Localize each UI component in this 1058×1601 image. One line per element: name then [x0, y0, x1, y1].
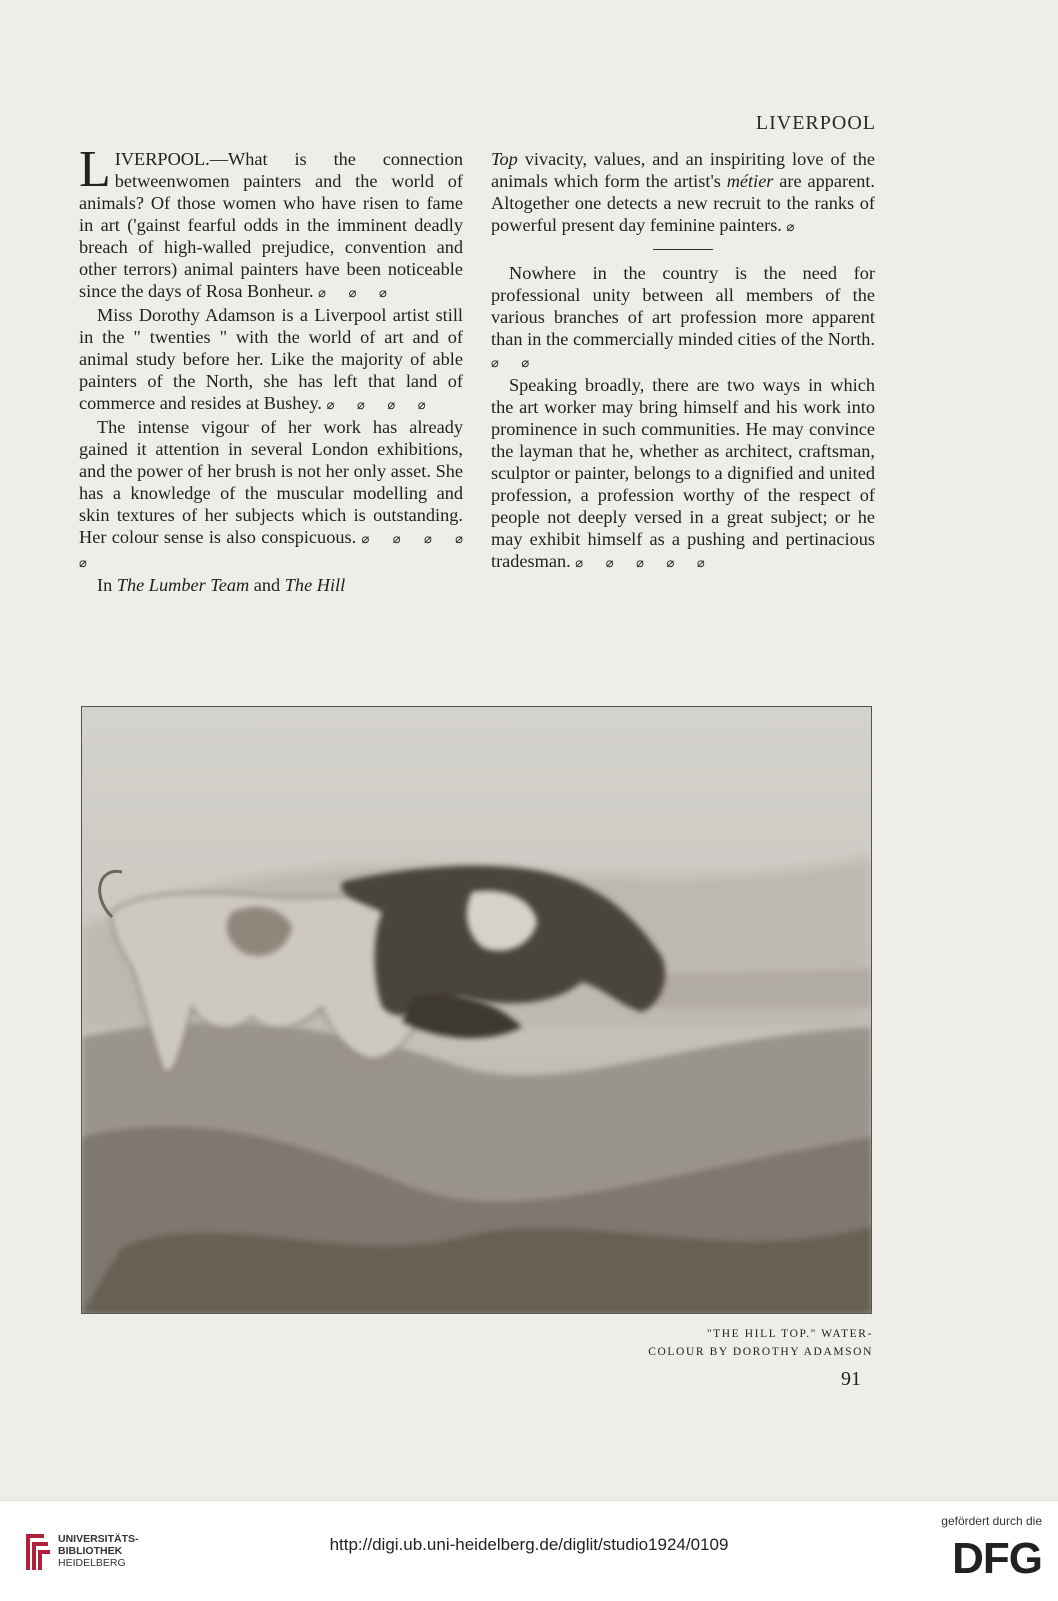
unity-text: Nowhere in the country is the need for professional unity between all members of the various branches of art profession more apparent than in the commercially minded cities of the North.	[491, 263, 875, 349]
leaf-ornament-icon: ⌀	[361, 531, 370, 546]
paragraph-continuation	[491, 148, 875, 238]
leaf-ornament-icon: ⌀	[387, 397, 396, 412]
vigour-text: The intense vigour of her work has already gained it attention in several London exhibitions, and the power of her brush is not her only asset. She has a knowledge of the muscular modelling and skin textures of her subjects which is outstanding. Her colour sense is also conspicuous.	[79, 417, 463, 547]
paragraph-unity	[491, 262, 875, 374]
paragraph-intro	[79, 141, 463, 304]
leaf-ornament-icon: ⌀	[417, 397, 426, 412]
ornament-group	[575, 551, 704, 571]
paragraph-two-ways	[491, 374, 875, 574]
leaf-ornament-icon: ⌀	[326, 397, 335, 412]
works-text: In	[97, 575, 113, 595]
ornament-group	[327, 393, 426, 413]
leaf-ornament-icon: ⌀	[575, 555, 584, 570]
leaf-ornament-icon: ⌀	[605, 555, 614, 570]
leaf-ornament-icon: ⌀	[491, 355, 499, 370]
ornament-group	[491, 351, 529, 371]
ornament-group	[318, 281, 387, 301]
paragraph-vigour	[79, 416, 463, 574]
paragraph-works	[79, 574, 463, 596]
work-title: Top	[491, 149, 518, 169]
leaf-ornament-icon: ⌀	[318, 285, 326, 300]
sponsor-label: gefördert durch die	[941, 1514, 1042, 1528]
leaf-ornament-icon: ⌀	[521, 355, 530, 370]
works-text: and	[253, 575, 281, 595]
intro-text: IVERPOOL.—What is the connection betweenwomen painters and the world of animals? Of those women who have risen to fame in art ('gainst fearful odds in the imminent deadly breach of high-walled prejudice, convention and other terrors) animal painters have been noticeable since the days of Rosa Bonheur.	[79, 149, 463, 301]
paragraph-adamson	[79, 304, 463, 416]
leaf-ornament-icon: ⌀	[786, 219, 795, 234]
library-name-line: HEIDELBERG	[58, 1557, 126, 1569]
drop-cap: L	[79, 141, 111, 198]
left-column	[79, 141, 463, 596]
library-name-line: BIBLIOTHEK	[58, 1545, 123, 1557]
leaf-ornament-icon: ⌀	[423, 531, 432, 546]
leaf-ornament-icon: ⌀	[666, 555, 675, 570]
watercolour-cows-image	[82, 707, 871, 1313]
continuation-text: vivacity, values, and an inspiriting love of the animals which form the artist's	[491, 149, 875, 191]
library-name-line: UNIVERSITÄTS-	[58, 1533, 139, 1545]
ornament-group	[786, 215, 794, 235]
right-column	[491, 148, 875, 574]
two-ways-text: Speaking broadly, there are two ways in which the art worker may bring himself and his work into prominence in such communities. He may convince the layman that he, whether as architect, craftsman, sculptor or painter, belongs to a dignified and united profession, a profession worthy of the respect of people not deeply versed in a great subject; or he may exhibit himself as a pushing and pertinacious tradesman.	[491, 375, 875, 571]
painting-illustration	[81, 706, 872, 1314]
continuation-text: are apparent. Altogether one detects a new recruit to the ranks of powerful present day feminine painters.	[491, 171, 875, 235]
leaf-ornament-icon: ⌀	[455, 531, 463, 546]
running-title: LIVERPOOL	[755, 112, 876, 134]
figure-caption	[648, 1325, 873, 1361]
section-divider	[653, 249, 713, 250]
leaf-ornament-icon: ⌀	[392, 531, 401, 546]
caption-line: COLOUR BY DOROTHY ADAMSON	[648, 1346, 873, 1358]
dfg-logo: DFG	[952, 1534, 1042, 1583]
leaf-ornament-icon: ⌀	[356, 397, 365, 412]
leaf-ornament-icon: ⌀	[348, 285, 357, 300]
leaf-ornament-icon: ⌀	[378, 285, 387, 300]
work-title: The Lumber Team	[116, 575, 250, 595]
work-title: The Hill	[284, 575, 346, 595]
horizon-sea	[642, 969, 871, 1007]
metier-word: métier	[726, 171, 774, 191]
adamson-text: Miss Dorothy Adamson is a Liverpool artist still in the " twenties " with the world of art and of animal study before her. Like the majority of able painters of the North, she has left that land of commerce and resides at Bushey.	[79, 305, 463, 413]
page-number: 91	[841, 1368, 861, 1390]
leaf-ornament-icon: ⌀	[636, 555, 644, 570]
source-url-link[interactable]: http://digi.ub.uni-heidelberg.de/diglit/studio1924/0109	[329, 1535, 729, 1554]
leaf-ornament-icon: ⌀	[79, 555, 87, 570]
leaf-ornament-icon: ⌀	[696, 555, 705, 570]
caption-line: "THE HILL TOP." WATER-	[706, 1328, 873, 1340]
